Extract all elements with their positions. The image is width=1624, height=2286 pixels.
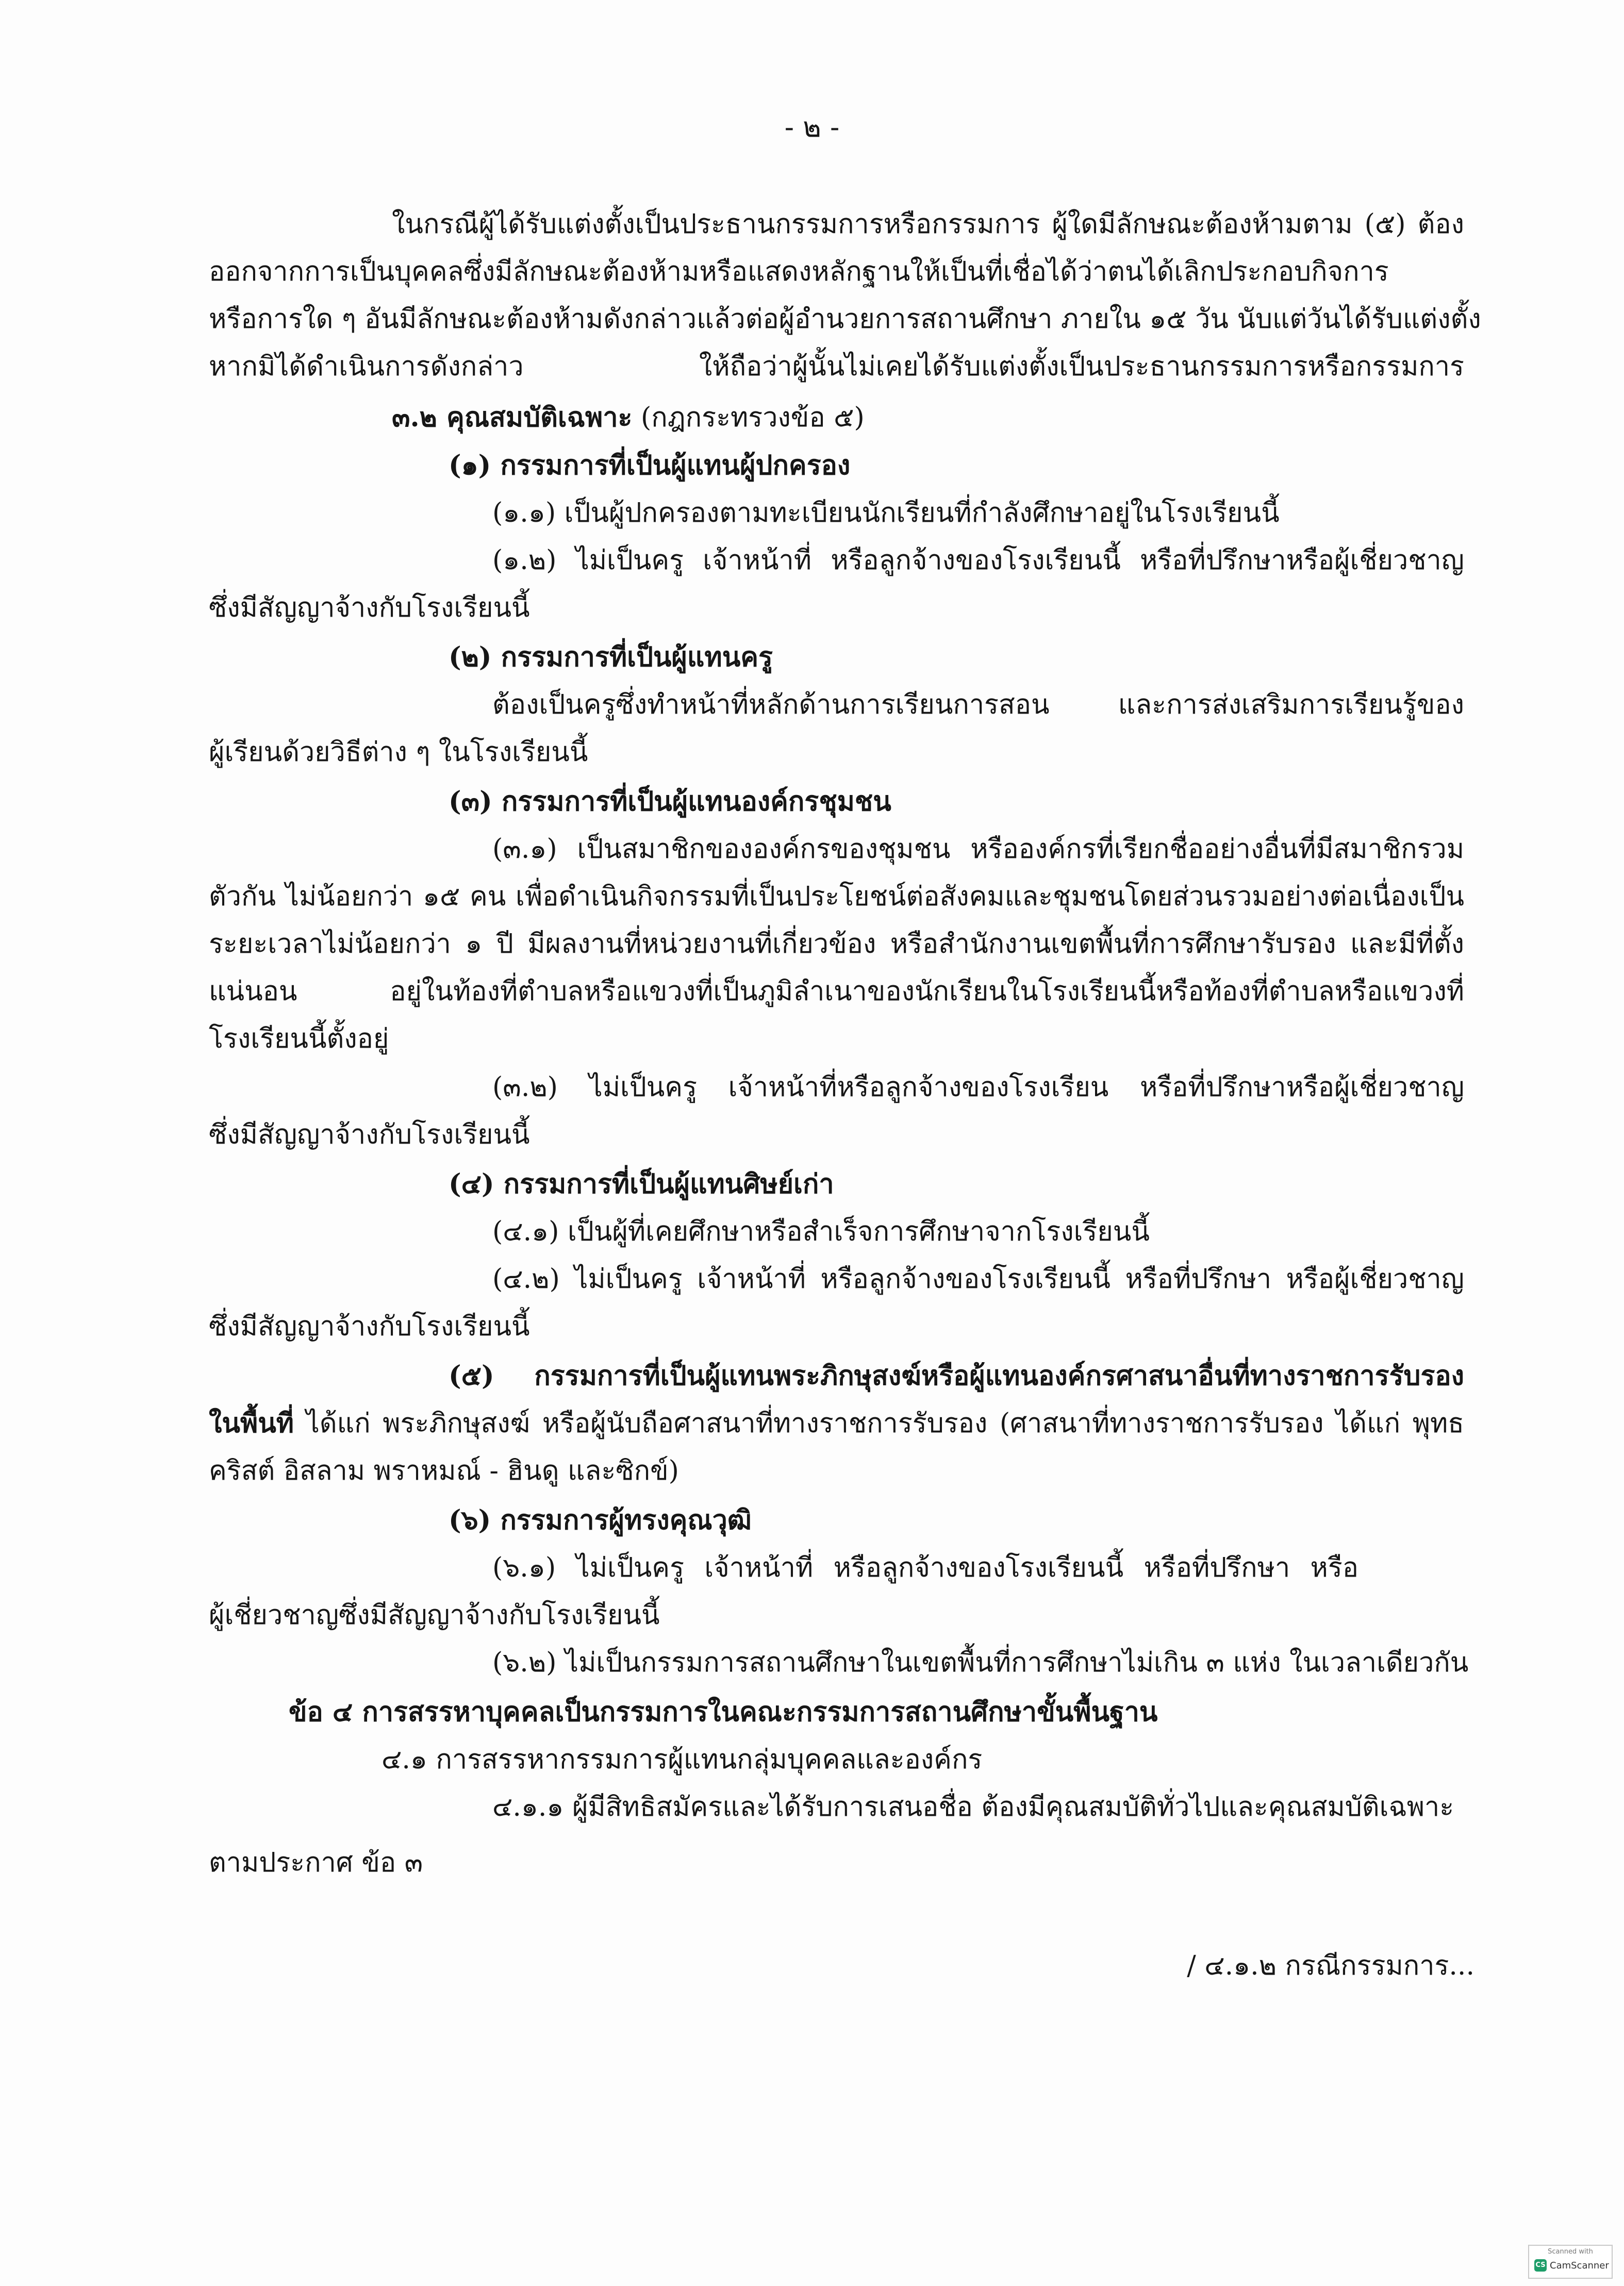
inline-heading: ในพื้นที่ <box>209 1407 294 1439</box>
camscanner-logo-icon: CS <box>1534 2259 1547 2272</box>
paragraph-line: ในกรณีผู้ได้รับแต่งตั้งเป็นประธานกรรมการหรือกรรมการ ผู้ใดมีลักษณะต้องห้ามตาม (๕) ต้อง <box>392 209 1464 240</box>
section-heading <box>392 400 865 436</box>
camscanner-watermark <box>1528 2245 1613 2279</box>
list-item: (๓.๒) ไม่เป็นครู เจ้าหน้าที่หรือลูกจ้างของโรงเรียน หรือที่ปรึกษาหรือผู้เชี่ยวชาญ <box>492 1072 1464 1103</box>
paragraph-line: หากมิได้ดำเนินการดังกล่าว ให้ถือว่าผู้นั้นไม่เคยได้รับแต่งตั้งเป็นประธานกรรมการหรือกรรมการ <box>209 351 1464 382</box>
subheading-community-rep: (๓) กรรมการที่เป็นผู้แทนองค์กรชุมชน <box>449 786 891 817</box>
subheading-expert: (๖) กรรมการผู้ทรงคุณวุฒิ <box>449 1504 752 1536</box>
paragraph-line: ต้องเป็นครูซึ่งทำหน้าที่หลักด้านการเรียนการสอน และการส่งเสริมการเรียนรู้ของ <box>492 689 1464 720</box>
list-item: (๑.๑) เป็นผู้ปกครองตามทะเบียนนักเรียนที่กำลังศึกษาอยู่ในโรงเรียนนี้ <box>492 498 1280 528</box>
inline-text: ได้แก่ พระภิกษุสงฆ์ หรือผู้นับถือศาสนาที่ทางราชการรับรอง (ศาสนาที่ทางราชการรับรอง ได้แก่ พุทธ <box>306 1408 1464 1439</box>
list-item: (๔.๑) เป็นผู้ที่เคยศึกษาหรือสำเร็จการศึกษาจากโรงเรียนนี้ <box>492 1216 1150 1247</box>
paragraph-line: โรงเรียนนี้ตั้งอยู่ <box>209 1023 389 1054</box>
watermark-app-name: CamScanner <box>1550 2260 1609 2271</box>
paragraph-line: ออกจากการเป็นบุคคลซึ่งมีลักษณะต้องห้ามหรือแสดงหลักฐานให้เป็นที่เชื่อได้ว่าตนได้เลิกประกอบกิจการ <box>209 256 1389 287</box>
continuation-note: / ๔.๑.๒ กรณีกรรมการ... <box>1187 1950 1474 1981</box>
sub-article: ๔.๑ การสรรหากรรมการผู้แทนกลุ่มบุคคลและองค์กร <box>382 1744 983 1775</box>
paragraph-line <box>209 1405 1464 1442</box>
subheading-alumni-rep: (๔) กรรมการที่เป็นผู้แทนศิษย์เก่า <box>449 1168 834 1200</box>
paragraph-line: แน่นอน อยู่ในท้องที่ตำบลหรือแขวงที่เป็นภูมิลำเนาของนักเรียนในโรงเรียนนี้หรือท้องที่ตำบลหรือแขวงที่ <box>209 976 1464 1007</box>
paragraph-line: หรือการใด ๆ อันมีลักษณะต้องห้ามดังกล่าวแล้วต่อผู้อำนวยการสถานศึกษา ภายใน ๑๕ วัน นับแต่วันได้รับแต่งตั้ง <box>209 304 1481 335</box>
subheading-parent-rep: (๑) กรรมการที่เป็นผู้แทนผู้ปกครอง <box>449 450 851 481</box>
list-item: (๖.๒) ไม่เป็นกรรมการสถานศึกษาในเขตพื้นที่การศึกษาไม่เกิน ๓ แห่ง ในเวลาเดียวกัน <box>492 1647 1469 1678</box>
list-item: ๔.๑.๑ ผู้มีสิทธิสมัครและได้รับการเสนอชื่อ ต้องมีคุณสมบัติทั่วไปและคุณสมบัติเฉพาะ <box>492 1792 1454 1823</box>
paragraph-line: ซึ่งมีสัญญาจ้างกับโรงเรียนนี้ <box>209 592 530 623</box>
list-item: (๑.๒) ไม่เป็นครู เจ้าหน้าที่ หรือลูกจ้างของโรงเรียนนี้ หรือที่ปรึกษาหรือผู้เชี่ยวชาญ <box>492 545 1464 576</box>
paragraph-line: ผู้เชี่ยวชาญซึ่งมีสัญญาจ้างกับโรงเรียนนี้ <box>209 1600 660 1631</box>
paragraph-line: ซึ่งมีสัญญาจ้างกับโรงเรียนนี้ <box>209 1311 530 1342</box>
watermark-label: Scanned with <box>1548 2248 1593 2256</box>
list-item: (๓.๑) เป็นสมาชิกขององค์กรของชุมชน หรือองค์กรที่เรียกชื่ออย่างอื่นที่มีสมาชิกรวม <box>492 834 1464 865</box>
article-heading: ข้อ ๔ การสรรหาบุคคลเป็นกรรมการในคณะกรรมการสถานศึกษาขั้นพื้นฐาน <box>289 1696 1158 1728</box>
subheading-religious-rep: (๕) กรรมการที่เป็นผู้แทนพระภิกษุสงฆ์หรือผู้แทนองค์กรศาสนาอื่นที่ทางราชการรับรอง <box>449 1360 1464 1392</box>
page-number: - ๒ - <box>784 111 840 143</box>
paragraph-line: ซึ่งมีสัญญาจ้างกับโรงเรียนนี้ <box>209 1119 530 1150</box>
subheading-teacher-rep: (๒) กรรมการที่เป็นผู้แทนครู <box>449 641 773 673</box>
paragraph-line: ระยะเวลาไม่น้อยกว่า ๑ ปี มีผลงานที่หน่วยงานที่เกี่ยวข้อง หรือสำนักงานเขตพื้นที่การศึกษารับรอง และมีที่ตั้ง <box>209 929 1464 959</box>
heading-reference: (กฎกระทรวงข้อ ๕) <box>640 402 865 433</box>
paragraph-line: ตัวกัน ไม่น้อยกว่า ๑๕ คน เพื่อดำเนินกิจกรรมที่เป็นประโยชน์ต่อสังคมและชุมชนโดยส่วนรวมอย่างต่อเนื่องเป็น <box>209 881 1464 912</box>
paragraph-line: ตามประกาศ ข้อ ๓ <box>209 1847 423 1878</box>
paragraph-line: คริสต์ อิสลาม พราหมณ์ - ฮินดู และซิกข์) <box>209 1455 679 1486</box>
paragraph-line: ผู้เรียนด้วยวิธีต่าง ๆ ในโรงเรียนนี้ <box>209 737 588 768</box>
list-item: (๖.๑) ไม่เป็นครู เจ้าหน้าที่ หรือลูกจ้างของโรงเรียนนี้ หรือที่ปรึกษา หรือ <box>492 1552 1358 1583</box>
list-item: (๔.๒) ไม่เป็นครู เจ้าหน้าที่ หรือลูกจ้างของโรงเรียนนี้ หรือที่ปรึกษา หรือผู้เชี่ยวชาญ <box>492 1264 1464 1295</box>
heading-text: ๓.๒ คุณสมบัติเฉพาะ <box>392 402 633 433</box>
